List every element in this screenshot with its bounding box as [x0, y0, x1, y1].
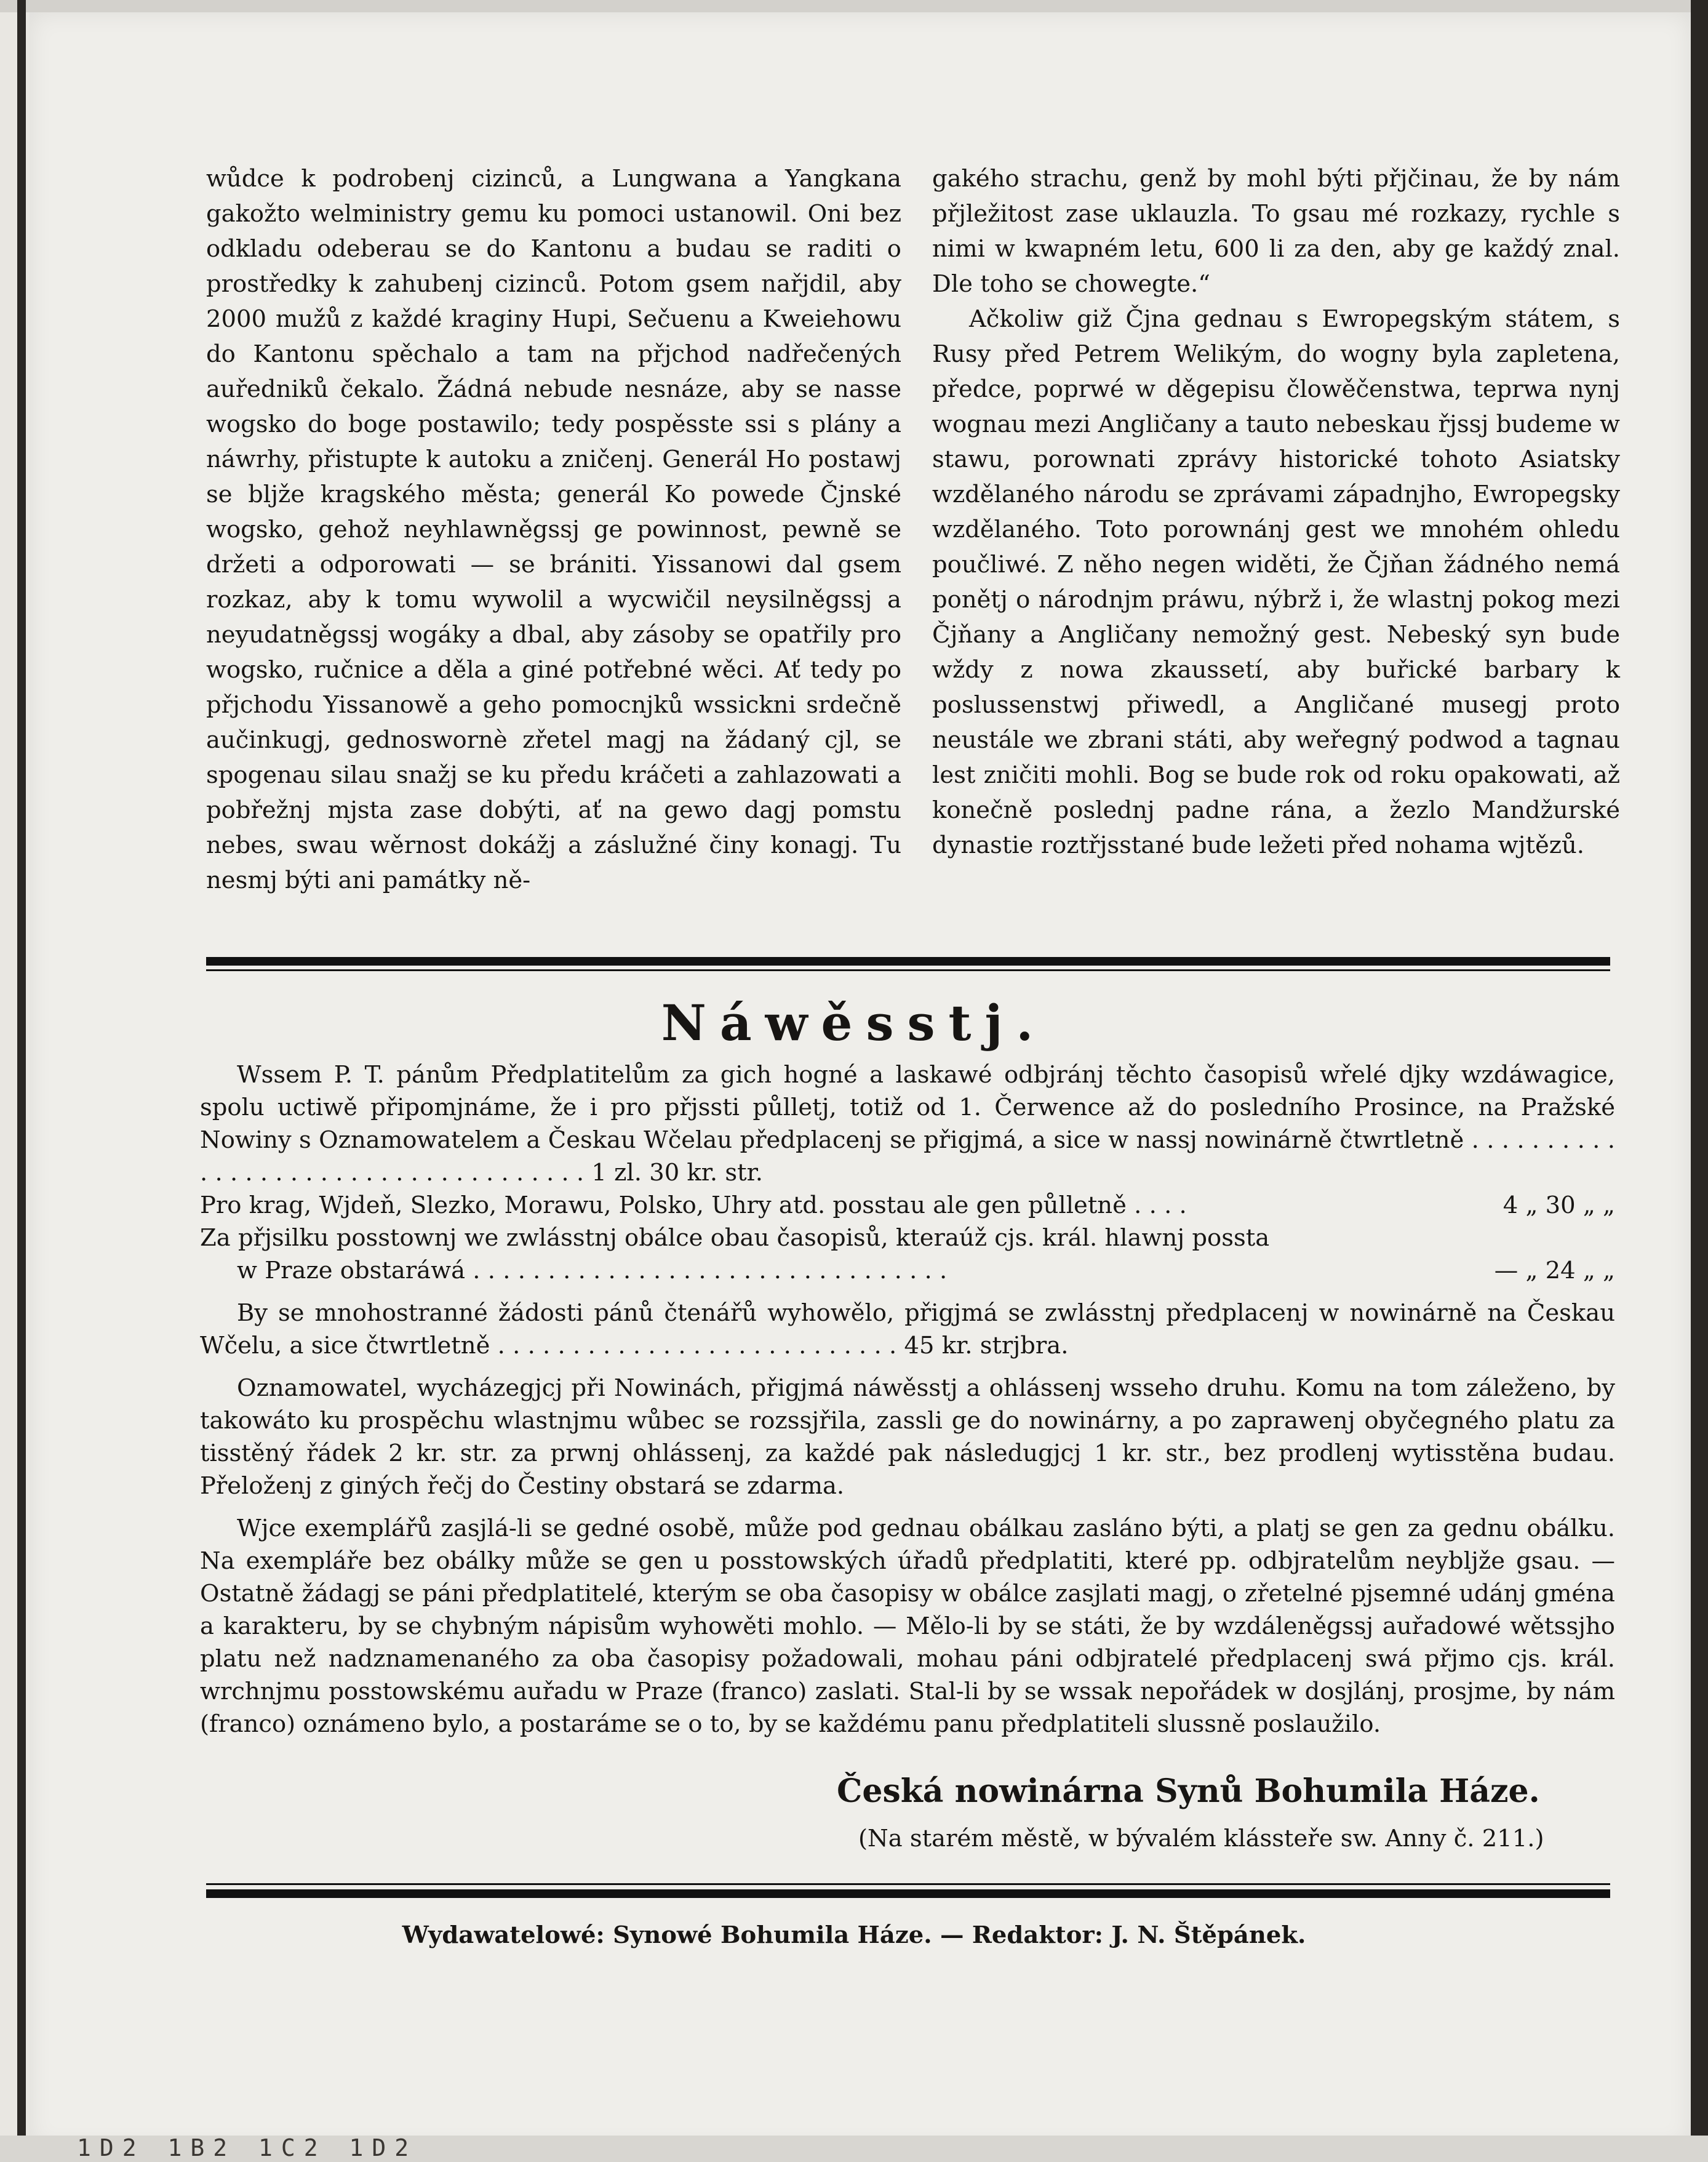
post-price: — „ 24 „ „: [1494, 1257, 1615, 1284]
right-column-para-2: Ačkoliw giž Čjna gednau s Ewropegským státem, s Rusy před Petrem Welikým, do wogny byla zapletena, předce, poprwé w děgepisu člowěčenstwa, teprwa nynj wognau mezi Angličany a tauto nebeskau řjssj budeme w stawu, porownati zprávy historické tohoto Asiatsky wzdělaného národu se zprávami západnjho, Ewropegsky wzdělaného. Toto porownánj gest we mnohém ohledu poučliwé. Z něho negen widěti, že Čjňan žádného nemá ponětj o národnjm práwu, nýbrž i, že wlastnj pokog mezi Čjňany a Angličany nemožný gest. Nebeský syn bude wždy z nowa zkaussetí, aby buřické barbary k poslussenstwj přiwedl, a Angličané musegj proto neustále we zbrani státi, aby weřegný podwod a tagnau lest zničiti mohli. Bog se bude rok od roku opakowati, až konečně poslednj padne rána, a žezlo Mandžurské dynastie roztřjsstané bude ležeti před nohama wjtězů.: [932, 305, 1620, 859]
exemplare-text: Wjce exemplářů zasjlá-li se gedné osobě, může pod gednau obálkau zasláno býti, a platj se gen za gednu obálku. Na exempláře bez obálky může se gen u posstowských úřadů předplatiti, které pp. odbjratelům neybljže gsau. — Ostatně žádagj se páni předplatitelé, kterým se oba časopisy w obálce zasjlati magj, o zřetelné pjsemné udánj gména a karakteru, by se chybným nápisům wyhowěti mohlo. — Mělo-li by se státi, že by wzdáleněgssj auřadowé wětssjho platu než nadznamenaného za oba časopisy požadowali, mohau páni odbjratelé předplacenj swá přjmo cjs. král. wrchnjmu posstowskému auřadu w Praze (franco) zaslati. Stal-li by se wssak nepořádek w dosjlánj, prosjme, by nám (franco) oznámeno bylo, a postaráme se o to, by se každému panu předplatiteli slussně poslaužilo.: [200, 1515, 1615, 1738]
post-row-2: [200, 1254, 1615, 1287]
scan-right-edge: [1691, 0, 1708, 2162]
right-column-para-1: gakého strachu, genž by mohl býti přjčinau, že by nám přjležitost zase uklauzla. To gsau mé rozkazy, rychle s nimi w kwapném letu, 600 li za den, aby ge každý znal. Dle toho se chowegte.“: [932, 165, 1620, 298]
post-label-2: w Praze obstaráwá . . . . . . . . . . . . . . . . . . . . . . . . . . . . . . . .: [237, 1257, 948, 1284]
notices-block: [200, 1059, 1615, 1740]
scan-bottom-numbers: 1D2 1B2 1C2 1D2: [77, 2134, 418, 2161]
provinces-price: 4 „ 30 „ „: [1502, 1191, 1615, 1219]
oznamovatel-text: Oznamowatel, wycházegjcj při Nowinách, přigjmá náwěsstj a ohlássenj wsseho druhu. Komu na tom záleženo, by takowáto ku prospěchu wlastnjmu wůbec se rozssjřila, zassli ge do nowinárny, a po zaprawenj obyčegného platu za tisstěný řádek 2 kr. str. za prwnj ohlássenj, za každé pak následugjcj 1 kr. str., bez prodlenj wytisstěna budau. Přeloženj z giných řečj do Čestiny obstará se zdarma.: [200, 1374, 1615, 1500]
vcela-body: By se mnohostranné žádosti pánů čtenářů wyhowělo, přigjmá se zwlásstnj předplacenj w nowinárně na Českau Wčelu, a sice čtwrtletně: [200, 1299, 1615, 1359]
vcela-text: [200, 1297, 1615, 1362]
notices-heading: Náwěsstj.: [661, 994, 1047, 1052]
thick-divider-top: [206, 957, 1610, 966]
left-column: [206, 161, 901, 898]
thin-divider-bottom: [206, 1883, 1610, 1885]
post-label-1: Za přjsilku posstownj we zwlásstnj obálce obau časopisů, kteraúž cjs. král. hlawnj possta: [200, 1224, 1270, 1252]
left-column-text: wůdce k podrobenj cizinců, a Lungwana a Yangkana gakožto welministry gemu ku pomoci ustanowil. Oni bez odkladu odeberau se do Kantonu a budau se raditi o prostředky k zahubenj cizinců. Potom gsem nařjdil, aby 2000 mužů z každé kraginy Hupi, Sečuenu a Kweiehowu do Kantonu spěchalo a tam na přjchod nadřečených auředniků čekalo. Žádná nebude nesnáze, aby se nasse wogsko do boge postawilo; tedy pospěsste ssi s plány a náwrhy, přistupte k autoku a zničenj. Generál Ho postawj se bljže kragského města; generál Ko powede Čjnské wogsko, gehož neyhlawněgssj ge powinnost, pewně se držeti a odporowati — se brániti. Yissanowi dal gsem rozkaz, aby k tomu wywolil a wycwičil neysilněgssj a neyudatněgssj wogáky a dbal, aby zásoby se opatřily pro wogsko, ručnice a děla a giné potřebné wěci. Ať tedy po přjchodu Yissanowě a geho pomocnjků wssickni srdečně aučinkugj, gednoswornè zřetel magj na žádaný cjl, se spogenau silau snažj se ku předu kráčeti a zahlazowati a pobřežnj mjsta zase dobýti, ať na gewo dagj pomstu nebes, swau wěrnost dokážj a záslužné činy konagj. Tu nesmj býti ani památky ně-: [206, 165, 901, 894]
intro-body: Wssem P. T. pánům Předplatitelům za gich hogné a laskawé odbjránj těchto časopisů wřelé djky wzdáwagice, spolu uctiwě připomjnáme, že i pro přjssti půlletj, totiž od 1. Čerwence až do posledního Prosince, na Pražské Nowiny s Oznamowatelem a Českau Wčelau předplacenj se přigjmá, a sice w nassj nowinárně čtwrtletně: [200, 1061, 1615, 1154]
scan-left-edge: [17, 0, 26, 2162]
spacer: [200, 1502, 1615, 1512]
intro-dots: . . . . . . . . . . . . . . . . . . . . . . . . . . . . . . . . . . . .: [200, 1126, 1615, 1187]
vcela-dots: . . . . . . . . . . . . . . . . . . . . . . . . . . .: [497, 1332, 904, 1359]
intro-text: [200, 1059, 1615, 1189]
thin-divider-top: [206, 969, 1610, 971]
scan-top-edge: [0, 0, 1708, 12]
provinces-row: [200, 1189, 1615, 1222]
publisher-signature: Česká nowinárna Synů Bohumila Háze.: [837, 1772, 1540, 1810]
intro-price: 1 zl. 30 kr. str.: [591, 1159, 764, 1187]
provinces-label: Pro krag, Wjdeň, Slezko, Morawu, Polsko, Uhry atd. posstau ale gen půlletně . . . .: [200, 1191, 1187, 1219]
right-column: [932, 161, 1620, 863]
post-row-1: [200, 1222, 1615, 1254]
publisher-address: (Na starém městě, w bývalém klássteře sw. Anny č. 211.): [858, 1825, 1544, 1852]
imprint-line: Wydawatelowé: Synowé Bohumila Háze. — Redaktor: J. N. Štěpánek.: [402, 1921, 1306, 1949]
spacer: [200, 1362, 1615, 1372]
spacer: [200, 1287, 1615, 1297]
vcela-price: 45 kr. strjbra.: [904, 1332, 1069, 1359]
thick-divider-bottom: [206, 1889, 1610, 1898]
